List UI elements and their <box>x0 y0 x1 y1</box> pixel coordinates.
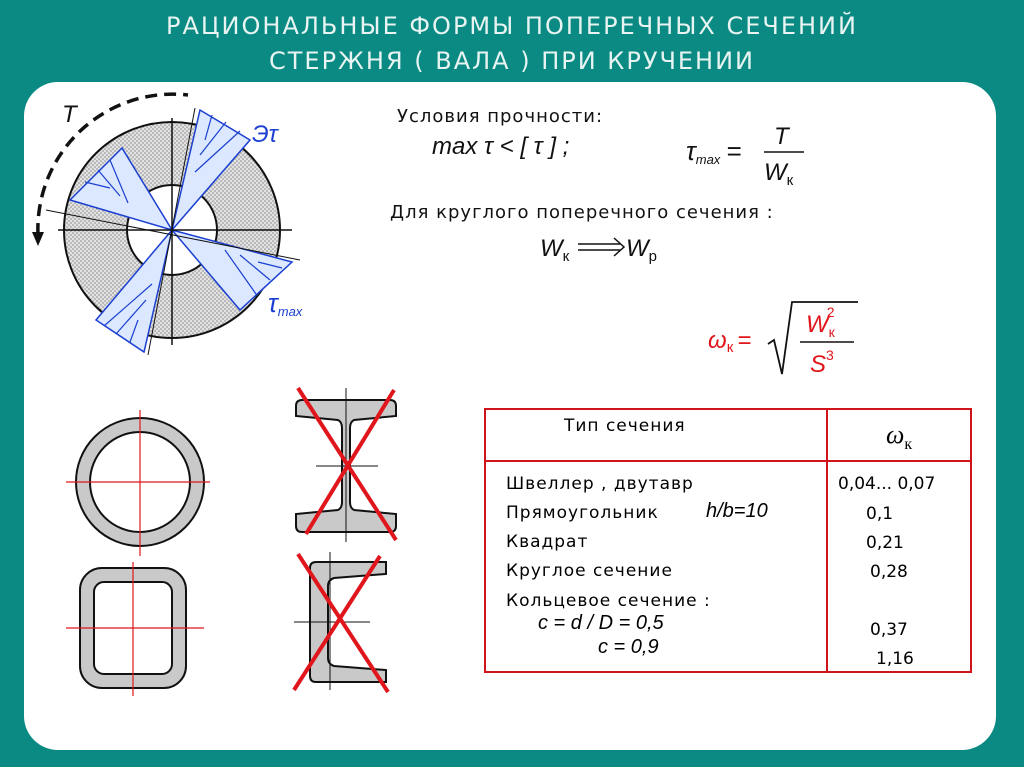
svg-text:Wк: $W_к$ <box>540 235 570 265</box>
table-header-section-type: Тип сечения <box>564 416 686 436</box>
svg-text:ωк=: ωк = <box>708 327 752 356</box>
table-row-value: 0,04... 0,07 <box>838 474 936 494</box>
table-row-name: Швеллер , двутавр <box>506 474 694 494</box>
table-row-value: 0,28 <box>870 562 908 582</box>
torsion-stress-diagram <box>24 84 364 374</box>
table-row-name: Круглое сечение <box>506 561 673 581</box>
ring-case-label: c = d / D = 0,5 <box>538 612 664 634</box>
table-header-omega: $\omega_к$ <box>886 420 913 454</box>
ring-case-value: 1,16 <box>876 649 914 669</box>
strength-condition-heading: Условия прочности: <box>397 106 604 127</box>
svg-text:Wк2: $W_к2$ <box>806 304 835 340</box>
table-row-name: Прямоугольник <box>506 503 659 523</box>
strength-condition-formula: max τ < [ τ ] ; <box>432 133 570 160</box>
round-section-heading: Для круглого поперечного сечения : <box>390 202 774 223</box>
i-beam-shape-crossed <box>286 384 406 544</box>
svg-text:Wр: $W_р$ <box>626 235 657 265</box>
formula-numerator: T <box>774 123 789 150</box>
stress-diagram-label: Эτ <box>252 121 278 148</box>
channel-shape-crossed <box>290 550 400 696</box>
omega-k-formula <box>708 296 868 386</box>
hollow-rectangle-shape <box>66 562 206 698</box>
table-row-value: 0,1 <box>866 504 894 524</box>
table-divider-vertical <box>826 410 828 671</box>
ring-section-shape <box>60 410 220 560</box>
torsion-coefficient-table <box>484 408 972 673</box>
table-divider-horizontal <box>486 460 970 462</box>
svg-text:Wк: $W_к$ <box>764 159 794 189</box>
table-row-extra: h/b=10 <box>706 500 768 522</box>
svg-text:S3: $S^3$ <box>810 347 834 378</box>
tau-max-formula <box>686 116 816 196</box>
ring-case-label: c = 0,9 <box>598 636 659 658</box>
table-row-name: Кольцевое сечение : <box>506 591 711 611</box>
slide-title-line-2: СТЕРЖНЯ ( ВАЛА ) ПРИ КРУЧЕНИИ <box>268 47 756 75</box>
ring-case-value: 0,37 <box>870 620 908 640</box>
svg-text:τmax=: τmax = <box>686 136 742 167</box>
slide-title-line-1: РАЦИОНАЛЬНЫЕ ФОРМЫ ПОПЕРЕЧНЫХ СЕЧЕНИЙ <box>166 12 858 40</box>
torque-label: T <box>62 101 77 128</box>
tau-max-label: τmax <box>268 288 303 319</box>
wk-equivalence-formula <box>540 226 680 271</box>
table-row-value: 0,21 <box>866 533 904 553</box>
table-row-name: Квадрат <box>506 532 589 552</box>
